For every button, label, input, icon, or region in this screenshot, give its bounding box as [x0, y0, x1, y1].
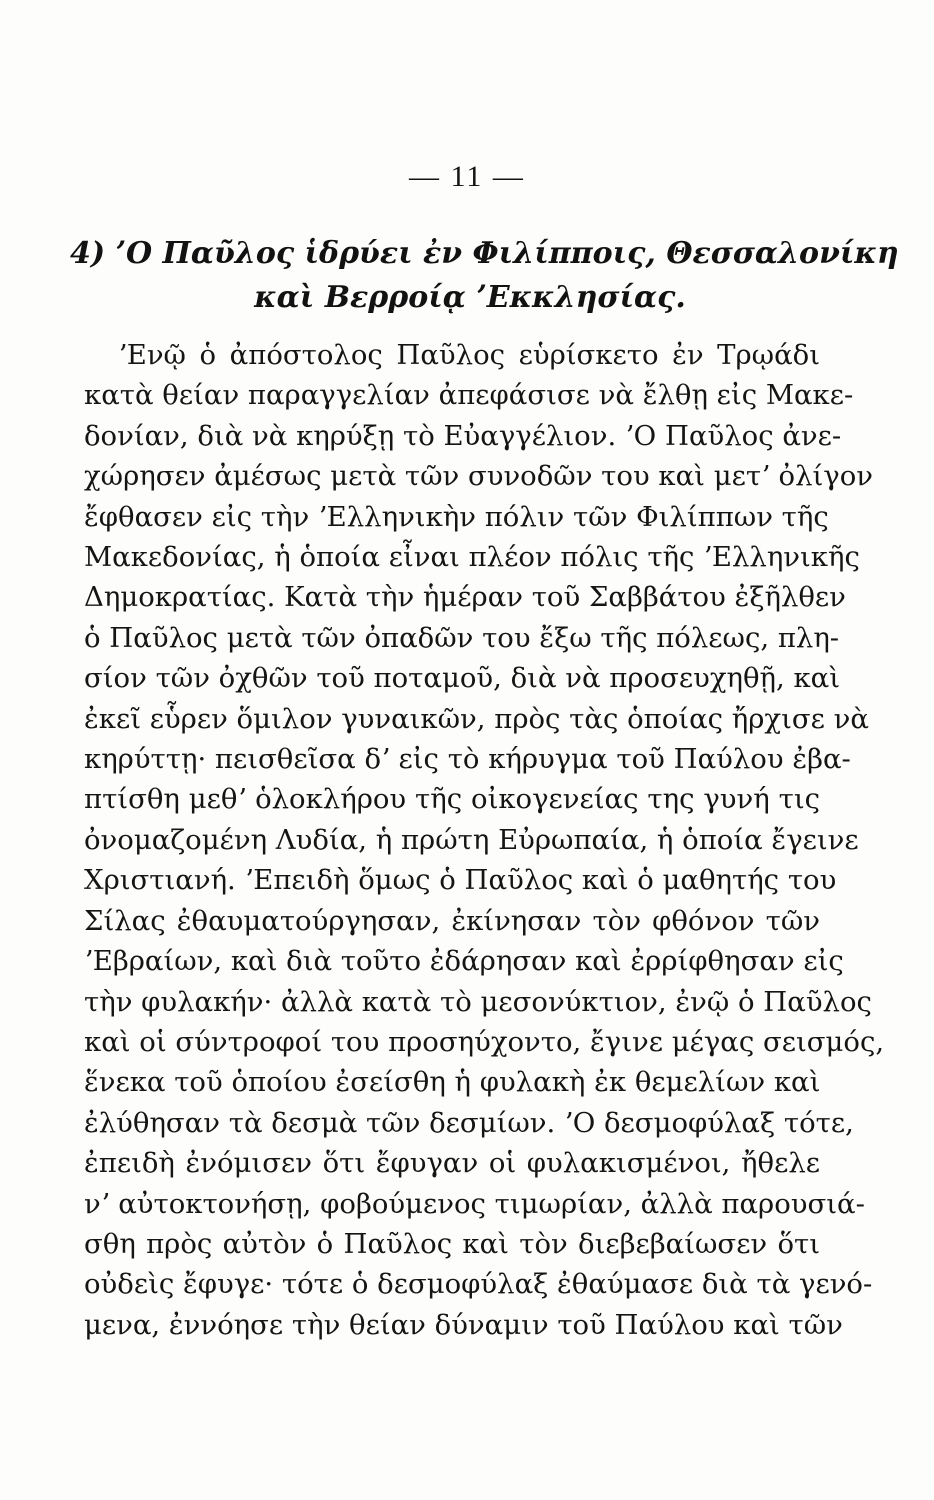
text-line: σίον τῶν ὀχθῶν τοῦ ποταμοῦ, διὰ νὰ προσευχηθῇ, καὶ [84, 662, 841, 695]
text-line: Σίλας ἐθαυματούργησαν, ἐκίνησαν τὸν φθόνον τῶν [84, 904, 820, 937]
text-line: Δημοκρατίας. Κατὰ τὴν ἡμέραν τοῦ Σαββάτου ἐξῆλθεν [84, 581, 846, 614]
text-line: νʼ αὐτοκτονήσῃ, φοβούμενος τιμωρίαν, ἀλλὰ παρουσιά- [84, 1187, 865, 1220]
text-line: ἕνεκα τοῦ ὁποίου ἐσείσθη ἡ φυλακὴ ἐκ θεμελίων καὶ [84, 1066, 821, 1099]
text-line: πτίσθη μεθʼ ὁλοκλήρου τῆς οἰκογενείας της γυνή τις [84, 783, 820, 816]
text-line: Μακεδονίας, ἡ ὁποία εἶναι πλέον πόλις τῆς ʼΕλληνικῆς [84, 541, 860, 574]
text-line: κηρύττῃ· πεισθεῖσα δʼ εἰς τὸ κήρυγμα τοῦ Παύλου ἐβα- [84, 743, 851, 776]
text-line: τὴν φυλακήν· ἀλλὰ κατὰ τὸ μεσονύκτιον, ἐνῷ ὁ Παῦλος [84, 985, 872, 1018]
text-line: καὶ οἱ σύντροφοί του προσηύχοντο, ἔγινε μέγας σεισμός, [84, 1025, 885, 1058]
section-heading [70, 232, 899, 320]
text-line: μενα, ἐννόησε τὴν θείαν δύναμιν τοῦ Παύλου καὶ τῶν [84, 1308, 843, 1341]
text-line: ἐκεῖ εὗρεν ὅμιλον γυναικῶν, πρὸς τὰς ὁποίας ἤρχισε νὰ [84, 702, 869, 735]
text-line: ʼΕνῷ ὁ ἀπόστολος Παῦλος εὑρίσκετο ἐν Τρῳάδι [118, 339, 820, 371]
text-line: δονίαν, διὰ νὰ κηρύξῃ τὸ Εὐαγγέλιον. ʼΟ Παῦλος ἀνε- [84, 419, 842, 452]
page-number: — 11 — [409, 160, 525, 193]
text-line: οὐδεὶς ἔφυγε· τότε ὁ δεσμοφύλαξ ἐθαύμασε διὰ τὰ γενό- [84, 1268, 873, 1301]
text-line: ἔφθασεν εἰς τὴν ʼΕλληνικὴν πόλιν τῶν Φιλίππων τῆς [84, 500, 829, 533]
text-line: ἐλύθησαν τὰ δεσμὰ τῶν δεσμίων. ʼΟ δεσμοφύλαξ τότε, [84, 1106, 854, 1139]
text-line: Χριστιανή. ʼΕπειδὴ ὅμως ὁ Παῦλος καὶ ὁ μαθητής του [84, 864, 837, 897]
text-line: κατὰ θείαν παραγγελίαν ἀπεφάσισε νὰ ἔλθῃ εἰς Μακε- [84, 379, 854, 412]
text-line: σθη πρὸς αὐτὸν ὁ Παῦλος καὶ τὸν διεβεβαίωσεν ὅτι [84, 1227, 820, 1260]
text-line: ἐπειδὴ ἐνόμισεν ὅτι ἔφυγαν οἱ φυλακισμένοι, ἤθελε [84, 1147, 820, 1180]
text-line: ʼΕβραίων, καὶ διὰ τοῦτο ἐδάρησαν καὶ ἐρρίφθησαν εἰς [84, 945, 844, 978]
heading-line: καὶ Βερροίᾳ ʼΕκκλησίας. [254, 280, 686, 315]
text-line: ὀνομαζομένη Λυδία, ἡ πρώτη Εὐρωπαία, ἡ ὁποία ἔγεινε [84, 823, 859, 856]
text-line: ὁ Παῦλος μετὰ τῶν ὀπαδῶν του ἔξω τῆς πόλεως, πλη- [84, 621, 840, 654]
text-line: χώρησεν ἀμέσως μετὰ τῶν συνοδῶν του καὶ μετʼ ὀλίγον [84, 460, 873, 493]
heading-line: 4) ʼΟ Παῦλος ἱδρύει ἐν Φιλίπποις, Θεσσαλονίκη [70, 236, 899, 271]
body-paragraph [84, 335, 885, 1345]
